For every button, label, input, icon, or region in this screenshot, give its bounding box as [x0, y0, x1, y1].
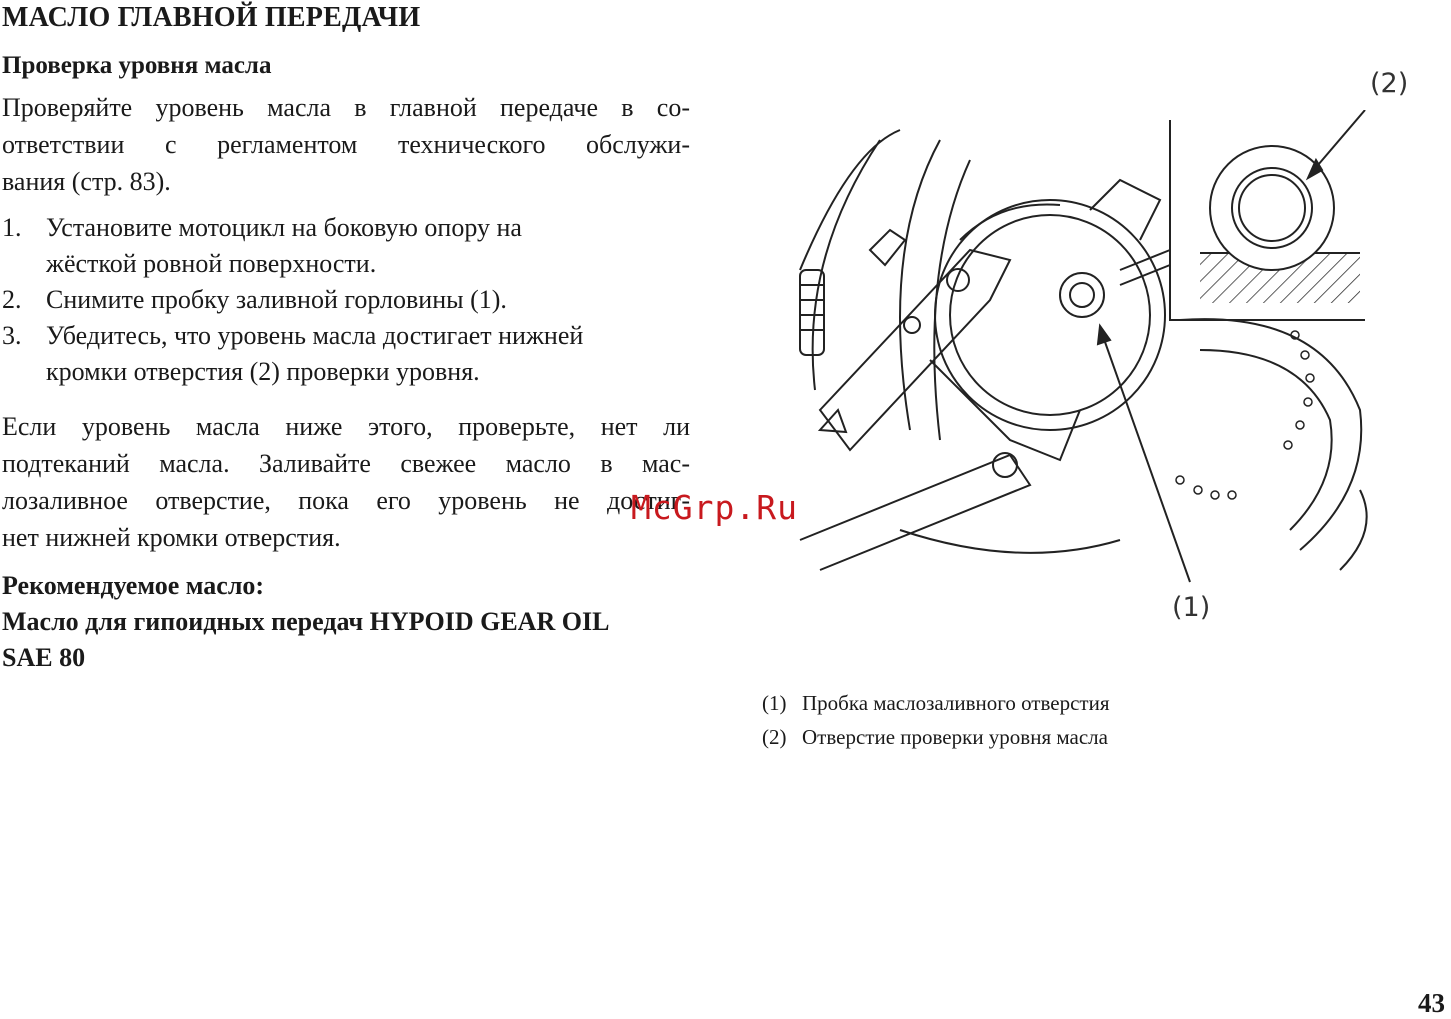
intro-line: ответствии с регламентом технического обслужи- — [2, 130, 690, 159]
intro-line: вания (стр. 83). — [2, 167, 171, 196]
recommended-line: SAE 80 — [2, 643, 86, 672]
steps-list — [2, 210, 702, 390]
legend-text: Пробка маслозаливного отверстия — [802, 691, 1110, 715]
section-subtitle: Проверка уровня масла — [2, 52, 272, 79]
final-drive-illustration — [760, 110, 1430, 590]
intro-line: Проверяйте уровень масла в главной передаче в со- — [2, 93, 690, 122]
step-line: жёсткой ровной поверхности. — [46, 249, 377, 278]
step-item — [2, 318, 702, 390]
brake-disc — [1176, 331, 1314, 499]
legend-number: (1) — [762, 691, 787, 715]
recommended-oil — [2, 568, 609, 676]
intro-paragraph — [2, 89, 690, 200]
step-item — [2, 282, 702, 318]
step-number: 1. — [2, 213, 22, 242]
swingarm — [800, 250, 1080, 570]
callout-one: (1) — [1172, 592, 1211, 623]
legend-number: (2) — [762, 725, 787, 749]
recommended-line: Масло для гипоидных передач HYPOID GEAR OIL — [2, 607, 610, 636]
step-number: 3. — [2, 321, 22, 350]
figure-legend — [762, 686, 1110, 754]
legend-item — [762, 720, 1110, 754]
step-line: кромки отверстия (2) проверки уровня. — [46, 357, 480, 386]
note-paragraph — [2, 408, 690, 556]
watermark: McGrp.Ru — [631, 488, 798, 527]
callout-two: (2) — [1370, 68, 1409, 99]
inset-detail — [1120, 120, 1365, 320]
step-line: Снимите пробку заливной горловины (1). — [46, 285, 507, 314]
page-number: 43 — [1418, 988, 1445, 1018]
page-title: МАСЛО ГЛАВНОЙ ПЕРЕДАЧИ — [2, 2, 421, 33]
note-line: подтеканий масла. Заливайте свежее масло в мас- — [2, 449, 690, 478]
legend-item — [762, 686, 1110, 720]
note-line: Если уровень масла ниже этого, проверьте, нет ли — [2, 412, 690, 441]
legend-text: Отверстие проверки уровня масла — [802, 725, 1108, 749]
note-line: нет нижней кромки отверстия. — [2, 523, 341, 552]
step-number: 2. — [2, 285, 22, 314]
note-line: лозаливное отверстие, пока его уровень не достиг- — [2, 486, 690, 515]
recommended-heading: Рекомендуемое масло: — [2, 571, 265, 600]
step-line: Установите мотоцикл на боковую опору на — [46, 213, 522, 242]
step-item — [2, 210, 702, 282]
final-drive-housing — [904, 180, 1165, 430]
step-line: Убедитесь, что уровень масла достигает нижней — [46, 321, 584, 350]
